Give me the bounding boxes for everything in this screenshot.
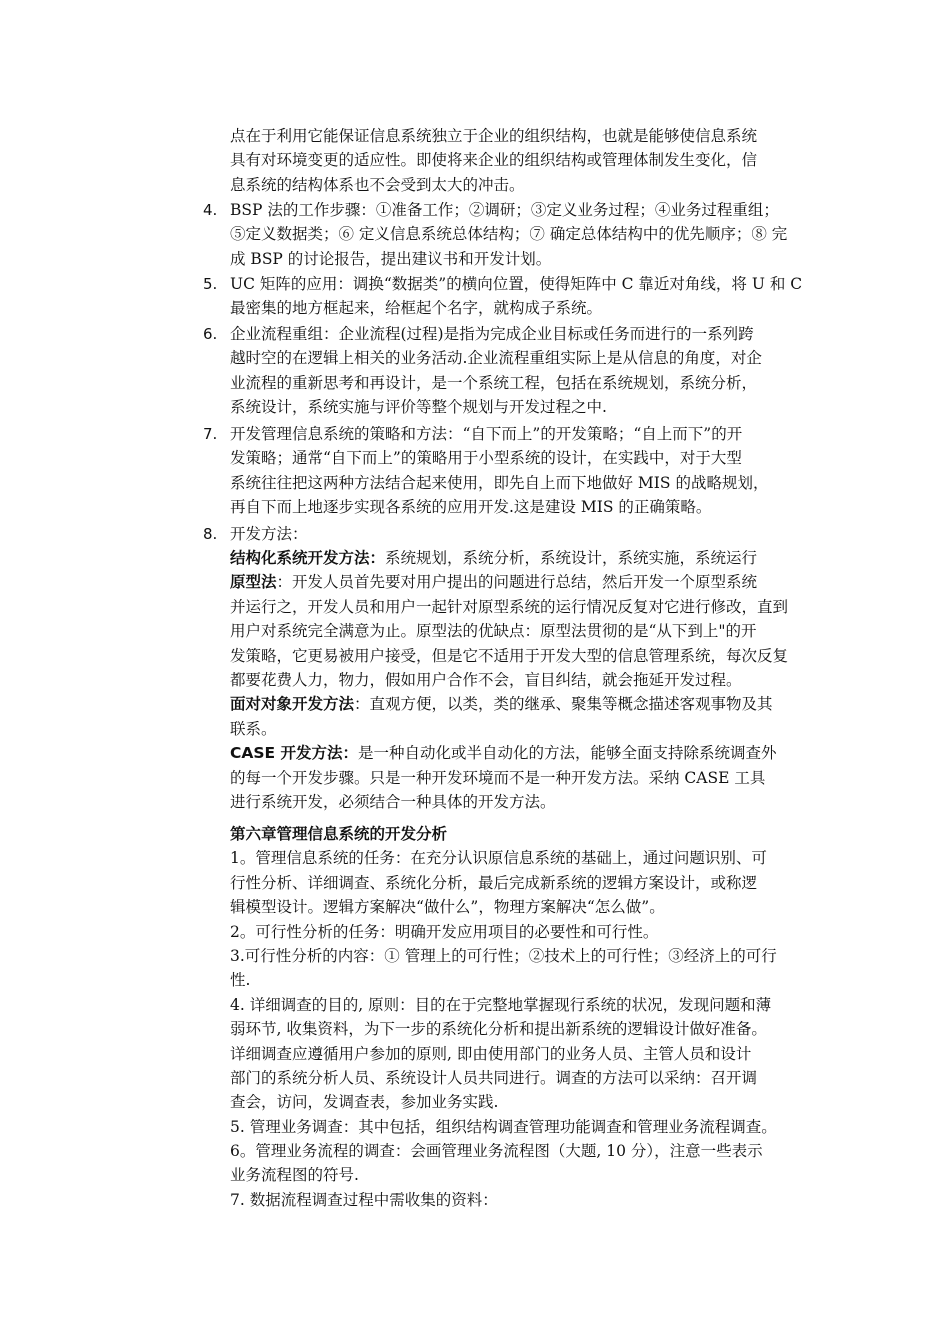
method-text: 是一种自动化或半自动化的方法，能够全面支持除系统调查外 [358,744,777,763]
method-object-oriented [230,692,812,716]
text-line: 查会，访问，发调查表，参加业务实践. [230,1093,499,1112]
text-line: 开发方法： [230,525,308,543]
text-line: 系统设计，系统实施与评价等整个规划与开发过程之中. [230,398,607,417]
text-line: 企业流程重组：企业流程(过程)是指为完成企业目标或任务而进行的一系列跨 [230,325,754,343]
text-line: 具有对环境变更的适应性。即使将来企业的组织结构或管理体制发生变化，信 [230,151,758,170]
text-line: 详细调查应遵循用户参加的原则, 即由使用部门的业务人员、主管人员和设计 [230,1044,752,1063]
method-term: CASE 开发方法： [230,744,359,763]
text-line: 越时空的在逻辑上相关的业务活动.企业流程重组实际上是从信息的角度，对企 [230,349,762,368]
list-item [230,522,812,546]
text-line: 联系。 [230,719,277,738]
chapter-title: 第六章管理信息系统的开发分析 [230,825,448,843]
text-line: 2。可行性分析的任务：明确开发应用项目的必要性和可行性。 [230,922,659,941]
list-item [230,272,812,321]
text-line: ⑤定义数据类；⑥ 定义信息系统总体结构；⑦ 确定总体结构中的优先顺序；⑧ 完 [230,225,788,244]
text-line: 业流程的重新思考和再设计，是一个系统工程，包括在系统规划，系统分析， [230,373,758,392]
text-line: 的每一个开发步骤。只是一种开发环境而不是一种开发方法。采纳 CASE 工具 [230,768,766,787]
text-line: 4. 详细调查的目的, 原则：目的在于完整地掌握现行系统的状况，发现问题和薄 [230,995,772,1014]
method-term: 原型法 [230,573,277,592]
text-line: 辑模型设计。逻辑方案解决“做什么”，物理方案解决“怎么做”。 [230,898,665,917]
text-line: 1。管理信息系统的任务：在充分认识原信息系统的基础上，通过问题识别、可 [230,849,767,868]
text-line: 7. 数据流程调查过程中需收集的资料： [230,1190,498,1209]
text-line: 用户对系统完全满意为止。原型法的优缺点：原型法贯彻的是“从下到上"的开 [230,622,757,641]
text-line: 都要花费人力，物力，假如用户合作不会，盲目纠结，就会拖延开发过程。 [230,670,742,689]
text-line: 6。管理业务流程的调查：会画管理业务流程图（大题, 10 分），注意一些表示 [230,1142,763,1161]
text-line: 成 BSP 的讨论报告，提出建议书和开发计划。 [230,249,552,268]
intro-paragraph [230,124,812,197]
text-line: 最密集的地方框起来，给框起个名字，就构成子系统。 [230,299,603,318]
method-prototype [230,570,812,594]
text-line: 业务流程图的符号. [230,1166,359,1185]
list-item [230,322,812,420]
text-line: 3.可行性分析的内容：① 管理上的可行性；②技术上的可行性；③经济上的可行 [230,946,777,965]
text-line: 点在于利用它能保证信息系统独立于企业的组织结构，也就是能够使信息系统 [230,127,758,145]
text-line: 发策略；通常“自下而上”的策略用于小型系统的设计，在实践中，对于大型 [230,449,742,468]
list-number: 7. [203,425,218,443]
list-item [230,198,812,271]
text-line: 发策略，它更易被用户接受，但是它不适用于开发大型的信息管理系统，每次反复 [230,646,789,665]
text-line: 息系统的结构体系也不会受到太大的冲击。 [230,175,525,194]
list-number: 6. [203,325,218,343]
text-line: UC 矩阵的应用：调换“数据类”的横向位置，使得矩阵中 C 靠近对角线，将 U 和 C [230,275,803,293]
method-term: 结构化系统开发方法： [230,549,386,567]
list-number: 5. [203,275,218,293]
methods-section [230,546,812,814]
text-line: 系统往往把这两种方法结合起来使用，即先自上而下地做好 MIS 的战略规划， [230,473,769,492]
method-term: 面对对象开发方法 [230,695,355,714]
text-line: 5. 管理业务调查：其中包括，组织结构调查管理功能调查和管理业务流程调查。 [230,1117,777,1136]
text-line: 再自下而上地逐步实现各系统的应用开发.这是建设 MIS 的正确策略。 [230,498,712,517]
chapter-section [230,822,812,1212]
list-number: 4. [203,201,218,219]
method-structured [230,546,812,570]
text-line: 进行系统开发，必须结合一种具体的开发方法。 [230,792,556,811]
text-line: 开发管理信息系统的策略和方法：“自下而上”的开发策略；“自上而下”的开 [230,425,743,443]
text-line: 部门的系统分析人员、系统设计人员共同进行。调查的方法可以采纳：召开调 [230,1068,758,1087]
method-text: ：直观方便，以类，类的继承、聚集等概念描述客观事物及其 [354,695,773,714]
text-line: 弱环节, 收集资料，为下一步的系统化分析和提出新系统的逻辑设计做好准备。 [230,1020,767,1039]
text-line: 行性分析、详细调查、系统化分析，最后完成新系统的逻辑方案设计，或称逻 [230,873,758,892]
method-text: 系统规划，系统分析，系统设计，系统实施，系统运行 [385,549,758,567]
list-number: 8. [203,525,218,543]
text-line: 并运行之，开发人员和用户一起针对原型系统的运行情况反复对它进行修改，直到 [230,597,789,616]
method-case [230,741,812,765]
list-item [230,422,812,520]
text-line: BSP 法的工作步骤：①准备工作；②调研；③定义业务过程；④业务过程重组； [230,201,779,219]
text-line: 性. [230,971,251,990]
method-text: ：开发人员首先要对用户提出的问题进行总结，然后开发一个原型系统 [276,573,758,592]
